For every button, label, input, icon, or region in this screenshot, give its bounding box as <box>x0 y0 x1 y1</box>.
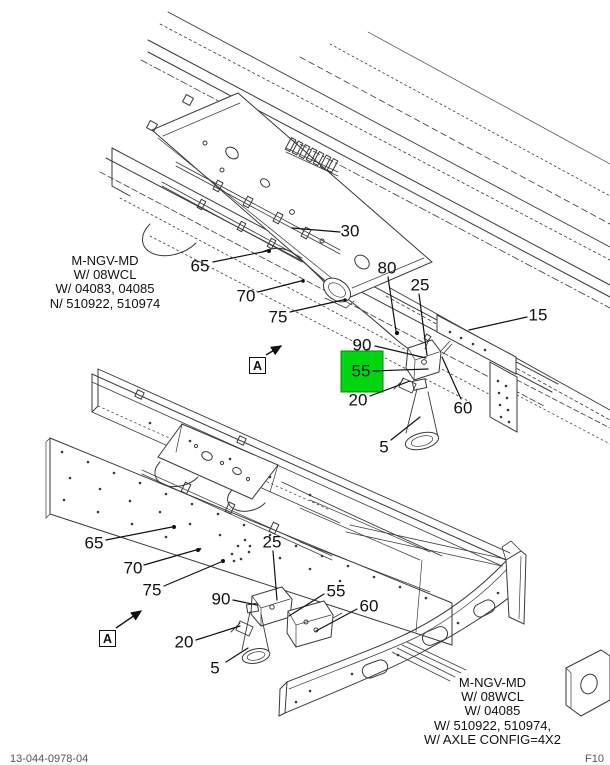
callout-90-lower: 90 <box>211 589 231 609</box>
footer-left-code: 13-044-0978-04 <box>10 753 89 765</box>
callout-15-upper: 15 <box>528 305 548 325</box>
callout-75-upper: 75 <box>268 307 288 327</box>
lower-frame-art <box>46 369 610 719</box>
callout-65-upper: 65 <box>190 256 210 276</box>
note-line: W/ 04085 <box>464 703 521 719</box>
footer-right-code: F10 <box>585 753 604 765</box>
lower-detail-arrow <box>116 611 141 628</box>
callout-60-lower: 60 <box>359 596 379 616</box>
note-line: W/ 08WCL <box>73 267 137 283</box>
callout-70-upper: 70 <box>236 286 256 306</box>
note-line: W/ 08WCL <box>461 689 524 705</box>
note-line: W/ 510922, 510974, <box>433 717 552 733</box>
note-line: N/ 510922, 510974 <box>49 295 161 311</box>
callout-55-lower: 55 <box>326 581 346 601</box>
callout-80-upper: 80 <box>377 258 397 278</box>
callout-70-lower: 70 <box>123 558 143 578</box>
callout-55-upper-highlighted: 55 <box>351 361 371 381</box>
callout-90-upper: 90 <box>352 335 372 355</box>
callout-20-upper: 20 <box>348 390 368 410</box>
callout-5-lower: 5 <box>210 658 220 678</box>
callout-25-lower: 25 <box>262 532 282 552</box>
callout-20-lower: 20 <box>174 632 194 652</box>
callout-60-upper: 60 <box>453 398 473 418</box>
upper-application-note <box>25 254 185 311</box>
callout-25-upper: 25 <box>410 275 430 295</box>
callout-75-lower: 75 <box>142 580 162 600</box>
lower-application-note <box>400 676 585 747</box>
note-line: W/ AXLE CONFIG=4X2 <box>424 731 561 747</box>
callout-5-upper: 5 <box>379 437 389 457</box>
callout-65-lower: 65 <box>84 533 104 553</box>
upper-detail-arrow <box>266 346 281 355</box>
callout-30-upper: 30 <box>340 221 360 241</box>
note-line: M-NGV-MD <box>458 675 527 690</box>
note-line: W/ 04083, 04085 <box>55 281 155 297</box>
note-line: M-NGV-MD <box>71 253 139 268</box>
upper-detail-a-marker: A <box>249 357 266 374</box>
lower-detail-a-marker: A <box>99 630 116 647</box>
